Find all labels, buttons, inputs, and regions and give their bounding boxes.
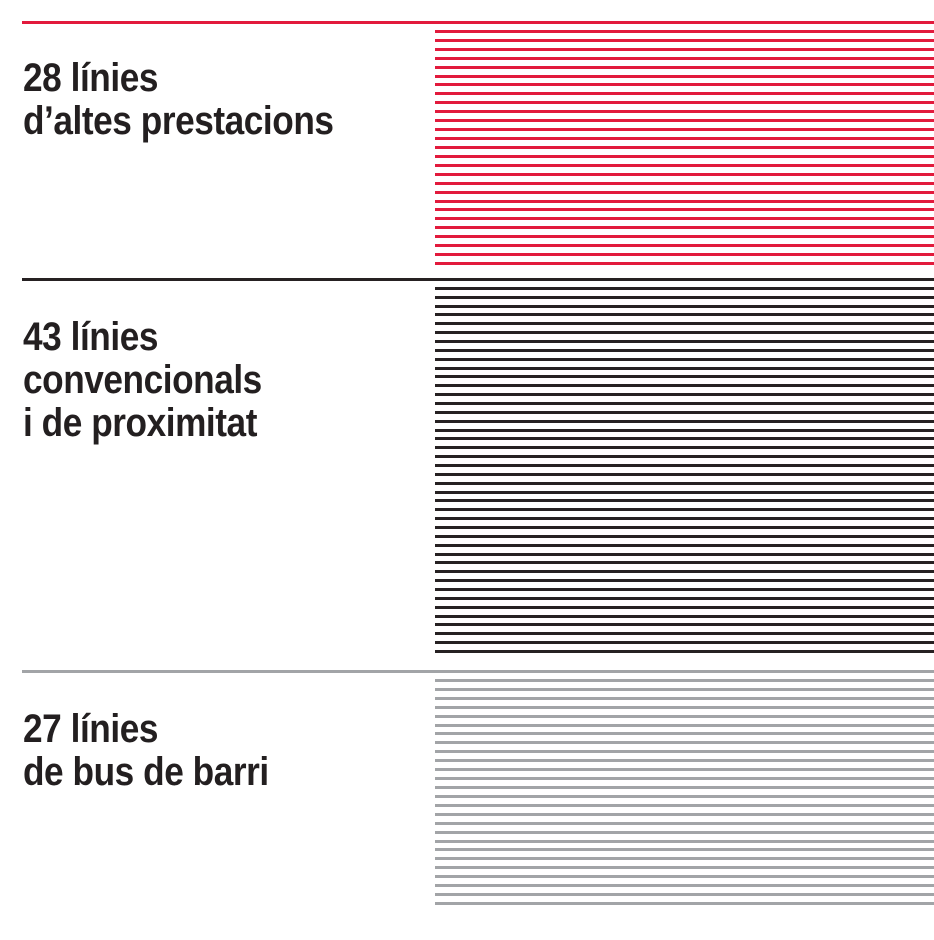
tally-stripe	[435, 358, 934, 361]
tally-stripe	[435, 831, 934, 834]
tally-stripe	[435, 455, 934, 458]
tally-stripe	[435, 208, 934, 211]
tally-stripe	[435, 313, 934, 316]
tally-stripe	[435, 822, 934, 825]
tally-stripe	[435, 544, 934, 547]
tally-stripe	[435, 75, 934, 78]
tally-stripe	[435, 597, 934, 600]
tally-stripe	[435, 244, 934, 247]
section-1-category-text: d’altes prestacions	[23, 99, 334, 143]
tally-stripe	[435, 840, 934, 843]
tally-stripe	[435, 340, 934, 343]
section-divider-rule	[22, 670, 934, 673]
tally-stripe	[435, 39, 934, 42]
tally-stripe	[435, 893, 934, 896]
tally-stripe	[435, 48, 934, 51]
section-2-label	[23, 316, 262, 445]
tally-stripe	[435, 902, 934, 905]
tally-stripe	[435, 473, 934, 476]
tally-stripe	[435, 741, 934, 744]
tally-stripe	[435, 491, 934, 494]
tally-stripe	[435, 146, 934, 149]
tally-stripe	[435, 393, 934, 396]
section-1-label	[23, 57, 334, 143]
tally-stripe	[435, 83, 934, 86]
tally-stripe	[435, 482, 934, 485]
section-3-label	[23, 708, 269, 794]
section-3-count-text: 27 línies	[23, 707, 158, 751]
tally-stripe	[435, 287, 934, 290]
tally-stripe	[435, 110, 934, 113]
tally-stripe	[435, 517, 934, 520]
tally-stripe	[435, 777, 934, 780]
tally-stripe	[435, 57, 934, 60]
tally-stripe	[435, 795, 934, 798]
tally-stripe	[435, 615, 934, 618]
tally-stripe	[435, 437, 934, 440]
tally-stripe	[435, 804, 934, 807]
tally-stripe	[435, 429, 934, 432]
tally-stripe	[435, 715, 934, 718]
tally-stripe	[435, 464, 934, 467]
section-3-category-text: de bus de barri	[23, 750, 269, 794]
section-1-count-text: 28 línies	[23, 56, 158, 100]
tally-stripe	[435, 857, 934, 860]
tally-stripe	[435, 253, 934, 256]
tally-stripe	[435, 535, 934, 538]
tally-stripe	[435, 349, 934, 352]
tally-stripe	[435, 182, 934, 185]
tally-stripe	[435, 650, 934, 653]
tally-stripe	[435, 884, 934, 887]
tally-stripe	[435, 570, 934, 573]
tally-stripe	[435, 688, 934, 691]
section-2-category-text-b: i de proximitat	[23, 401, 257, 445]
tally-stripe	[435, 553, 934, 556]
tally-stripe	[435, 155, 934, 158]
tally-stripe	[435, 402, 934, 405]
tally-stripe	[435, 411, 934, 414]
tally-stripe	[435, 848, 934, 851]
tally-stripe	[435, 588, 934, 591]
tally-stripe	[435, 606, 934, 609]
tally-stripe	[435, 128, 934, 131]
tally-stripe	[435, 561, 934, 564]
tally-stripe	[435, 92, 934, 95]
tally-stripe	[435, 191, 934, 194]
tally-stripe	[435, 632, 934, 635]
tally-stripe	[435, 217, 934, 220]
tally-stripe	[435, 724, 934, 727]
tally-stripe	[435, 331, 934, 334]
tally-stripe	[435, 813, 934, 816]
tally-stripe	[435, 296, 934, 299]
tally-stripe	[435, 30, 934, 33]
tally-stripe	[435, 526, 934, 529]
tally-stripe	[435, 66, 934, 69]
tally-stripe	[435, 679, 934, 682]
tally-stripe	[435, 508, 934, 511]
tally-stripe	[435, 173, 934, 176]
tally-stripe	[435, 262, 934, 265]
section-2-category-text-a: convencionals	[23, 358, 262, 402]
section-divider-rule	[22, 21, 934, 24]
section-2-count-text: 43 línies	[23, 315, 158, 359]
tally-stripe	[435, 226, 934, 229]
tally-stripe	[435, 119, 934, 122]
tally-stripe	[435, 866, 934, 869]
tally-stripe	[435, 786, 934, 789]
tally-stripe	[435, 235, 934, 238]
tally-stripe	[435, 367, 934, 370]
tally-stripe	[435, 446, 934, 449]
tally-stripe	[435, 200, 934, 203]
tally-stripe	[435, 732, 934, 735]
tally-stripe	[435, 759, 934, 762]
tally-stripe	[435, 875, 934, 878]
tally-stripe	[435, 164, 934, 167]
tally-stripe	[435, 384, 934, 387]
tally-stripe	[435, 706, 934, 709]
tally-stripe	[435, 305, 934, 308]
tally-stripe	[435, 101, 934, 104]
tally-stripe	[435, 641, 934, 644]
tally-stripe	[435, 768, 934, 771]
tally-stripe	[435, 375, 934, 378]
tally-stripe	[435, 579, 934, 582]
section-divider-rule	[22, 278, 934, 281]
tally-stripe	[435, 137, 934, 140]
tally-stripe	[435, 697, 934, 700]
tally-stripe	[435, 322, 934, 325]
tally-stripe	[435, 420, 934, 423]
tally-stripe	[435, 623, 934, 626]
tally-stripe	[435, 750, 934, 753]
tally-stripe	[435, 499, 934, 502]
